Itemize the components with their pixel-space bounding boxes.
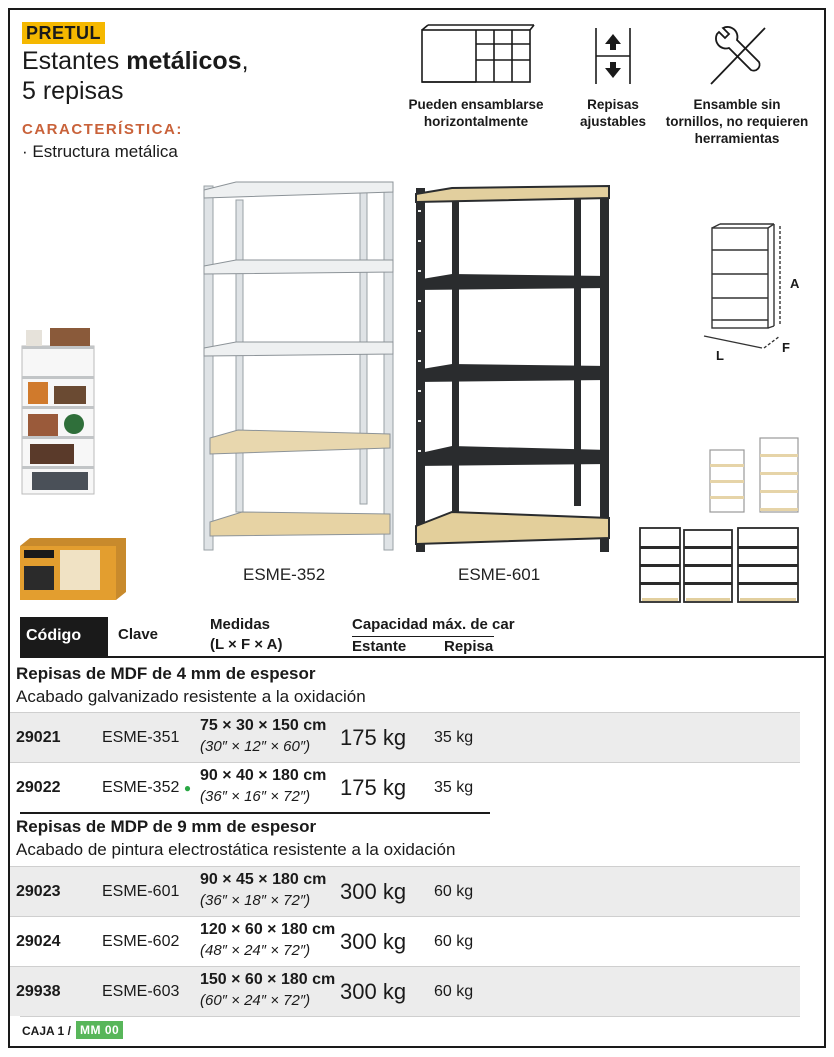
cell-codigo: 29021 bbox=[16, 729, 61, 746]
icon-label: herramientas bbox=[694, 131, 780, 146]
section-title: Repisas de MDP de 9 mm de espesor bbox=[16, 817, 317, 836]
table-header bbox=[10, 608, 824, 658]
table-bottom-rule bbox=[20, 1016, 800, 1017]
shelf-image-galvanized bbox=[198, 176, 400, 560]
no-tools-icon bbox=[703, 22, 771, 90]
cell-estante: 300 kg bbox=[340, 979, 407, 1004]
header-medidas-sub: (L × F × A) bbox=[210, 636, 283, 653]
section-subtitle: Acabado galvanizado resistente a la oxidación bbox=[16, 687, 366, 706]
footer-caja: CAJA 1 / bbox=[22, 1024, 71, 1038]
feature-item: · Estructura metálica bbox=[22, 142, 178, 161]
icon-label: ajustables bbox=[579, 114, 647, 129]
cell-repisa: 35 kg bbox=[434, 729, 474, 746]
header-estante: Estante bbox=[352, 638, 407, 655]
feature-horizontal bbox=[400, 22, 552, 130]
clave-text: ESME-352 bbox=[102, 779, 180, 796]
title-line2: 5 repisas bbox=[22, 77, 124, 105]
cell-estante: 175 kg bbox=[340, 725, 407, 750]
table-row bbox=[10, 966, 800, 1016]
section-subtitle: Acabado de pintura electrostática resistente a la oxidación bbox=[16, 840, 456, 859]
black-shelves-thumb bbox=[636, 522, 802, 604]
cell-medidas-cm: 150 × 60 × 180 cm bbox=[200, 971, 336, 988]
cell-medidas-in: (48″ × 24″ × 72″) bbox=[200, 942, 311, 959]
adjustable-shelves-icon bbox=[588, 22, 638, 90]
cell-repisa: 35 kg bbox=[434, 779, 474, 796]
cell-codigo: 29938 bbox=[16, 983, 61, 1000]
model-caption-right: ESME-601 bbox=[458, 565, 541, 584]
table-row bbox=[10, 762, 800, 812]
cell-codigo: 29024 bbox=[16, 933, 61, 950]
feature-adjustable bbox=[568, 22, 658, 130]
icon-label: Pueden ensamblarse bbox=[408, 97, 544, 112]
title-bold: metálicos bbox=[126, 47, 242, 75]
section-divider bbox=[20, 812, 490, 814]
cell-estante: 300 kg bbox=[340, 879, 407, 904]
header-medidas: Medidas bbox=[210, 616, 271, 633]
shelf-image-black bbox=[412, 180, 614, 560]
shelf-lifestyle-photo bbox=[20, 326, 96, 498]
cell-medidas-cm: 90 × 45 × 180 cm bbox=[200, 871, 327, 888]
cell-repisa: 60 kg bbox=[434, 883, 474, 900]
cell-medidas-cm: 75 × 30 × 150 cm bbox=[200, 717, 327, 734]
cell-clave: ESME-351 bbox=[102, 729, 180, 746]
cell-medidas-in: (36″ × 18″ × 72″) bbox=[200, 892, 311, 909]
product-box-photo bbox=[20, 536, 126, 602]
page-title bbox=[22, 46, 249, 106]
cell-clave: ESME-602 bbox=[102, 933, 180, 950]
cell-codigo: 29022 bbox=[16, 779, 61, 796]
icon-label: tornillos, no requieren bbox=[665, 114, 809, 129]
table-row bbox=[10, 916, 800, 966]
title-part: Estantes bbox=[22, 47, 127, 75]
cell-estante: 175 kg bbox=[340, 775, 407, 800]
new-marker-icon: ● bbox=[183, 781, 192, 795]
cell-medidas-cm: 90 × 40 × 180 cm bbox=[200, 767, 327, 784]
dimension-label-f: F bbox=[782, 340, 790, 355]
cell-clave: ESME-603 bbox=[102, 983, 180, 1000]
cell-codigo: 29023 bbox=[16, 883, 61, 900]
brand-logo: PRETUL bbox=[22, 22, 105, 44]
header-capacidad: Capacidad máx. de car bbox=[352, 616, 515, 633]
cell-clave bbox=[102, 779, 191, 797]
header-rule bbox=[20, 656, 824, 658]
icon-label: horizontalmente bbox=[423, 114, 529, 129]
cell-repisa: 60 kg bbox=[434, 983, 474, 1000]
cell-medidas-in: (36″ × 16″ × 72″) bbox=[200, 788, 311, 805]
product-table bbox=[10, 608, 824, 658]
feature-no-tools bbox=[664, 22, 810, 147]
dimension-label-l: L bbox=[716, 348, 724, 363]
section-title: Repisas de MDF de 4 mm de espesor bbox=[16, 664, 316, 683]
icon-label: Ensamble sin bbox=[693, 97, 781, 112]
cell-medidas-in: (30″ × 12″ × 60″) bbox=[200, 738, 311, 755]
cell-estante: 300 kg bbox=[340, 929, 407, 954]
dimension-label-a: A bbox=[790, 276, 800, 291]
cell-clave: ESME-601 bbox=[102, 883, 180, 900]
header-codigo: Código bbox=[20, 617, 108, 657]
table-row bbox=[10, 866, 800, 916]
model-caption-left: ESME-352 bbox=[243, 565, 326, 584]
title-part: , bbox=[241, 47, 249, 75]
cell-medidas-in: (60″ × 24″ × 72″) bbox=[200, 992, 311, 1009]
white-shelves-thumb bbox=[704, 436, 804, 516]
header-divider bbox=[352, 636, 494, 637]
header-repisa: Repisa bbox=[444, 638, 494, 655]
icon-label: Repisas bbox=[587, 97, 639, 112]
feature-label: CARACTERÍSTICA: bbox=[22, 121, 183, 138]
horizontal-assembly-icon bbox=[416, 22, 536, 90]
cell-medidas-cm: 120 × 60 × 180 cm bbox=[200, 921, 336, 938]
footer-mm-badge: MM 00 bbox=[76, 1021, 123, 1039]
cell-repisa: 60 kg bbox=[434, 933, 474, 950]
table-row bbox=[10, 712, 800, 762]
header-clave: Clave bbox=[118, 626, 159, 643]
